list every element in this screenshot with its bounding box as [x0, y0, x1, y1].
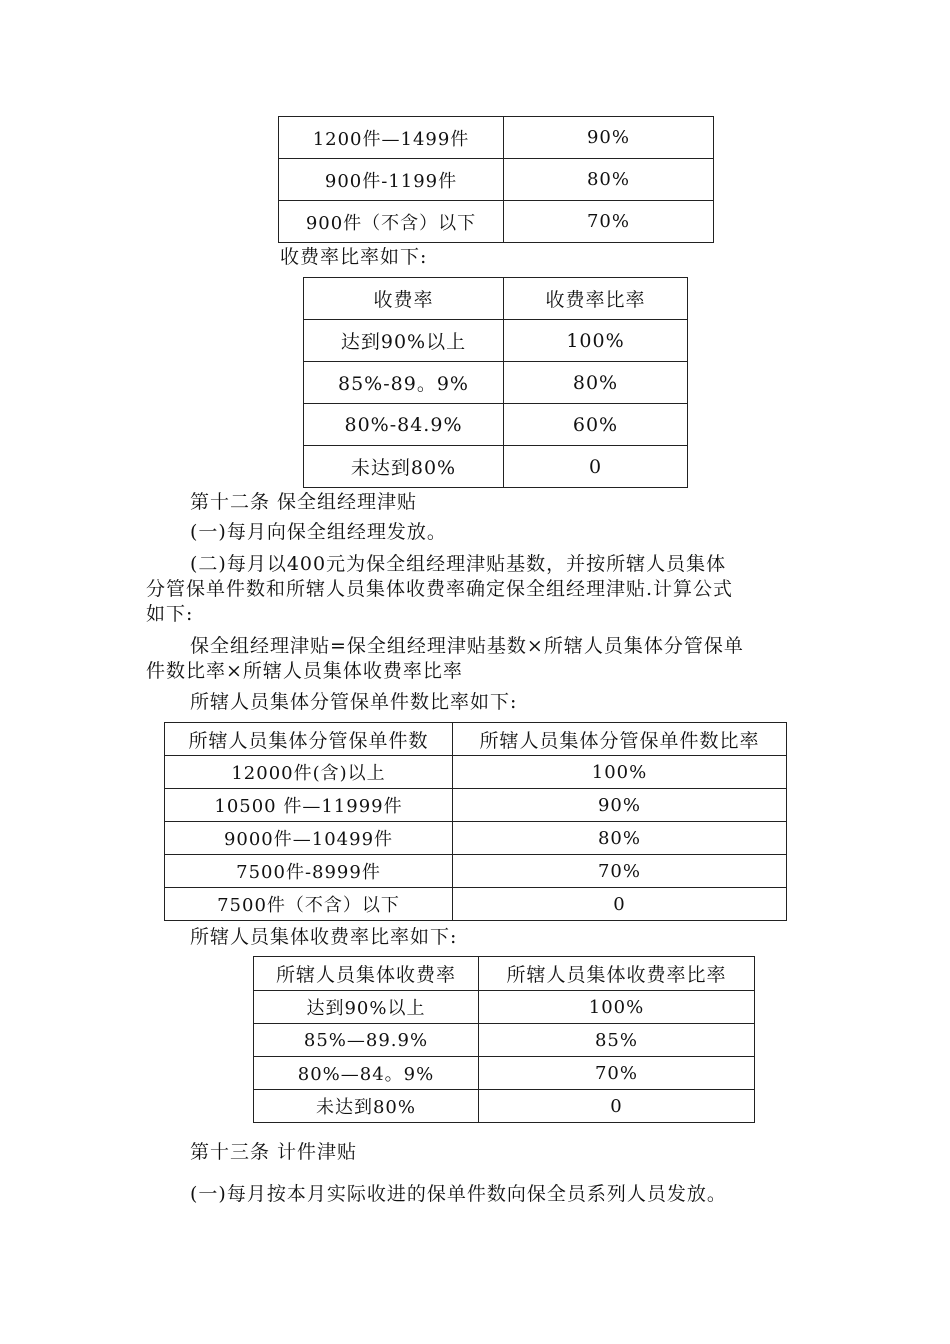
table-top [278, 116, 714, 243]
table-cell: 10500 件—11999件 [165, 789, 453, 822]
table-cell: 85%-89。9% [304, 362, 504, 404]
table-header-cell: 收费率 [304, 278, 504, 320]
article-12-item1: (一)每月向保全组经理发放。 [190, 521, 447, 543]
table-cell: 85%—89.9% [254, 1024, 479, 1057]
table-cell: 80%-84.9% [304, 404, 504, 446]
article-12-item2-line1: (二)每月以400元为保全组经理津贴基数，并按所辖人员集体 [190, 553, 727, 575]
table-cell: 达到90%以上 [304, 320, 504, 362]
table-row [279, 159, 714, 201]
table-row [165, 789, 787, 822]
table-fee-rate [303, 277, 688, 488]
table-cell: 100% [479, 991, 755, 1024]
table-header-row [165, 723, 787, 756]
table-row [304, 320, 688, 362]
table-cell: 达到90%以上 [254, 991, 479, 1024]
formula-line1: 保全组经理津贴=保全组经理津贴基数×所辖人员集体分管保单 [190, 635, 744, 657]
table-cell: 60% [504, 404, 688, 446]
table-header-cell: 收费率比率 [504, 278, 688, 320]
table-cell: 未达到80% [304, 446, 504, 488]
table-cell: 80% [504, 362, 688, 404]
caption-count: 所辖人员集体分管保单件数比率如下: [190, 691, 518, 713]
table-header-row [254, 957, 755, 991]
article-12-item2-line3: 如下: [146, 603, 194, 625]
table-header-cell: 所辖人员集体收费率比率 [479, 957, 755, 991]
table-cell: 85% [479, 1024, 755, 1057]
table-cell: 90% [504, 117, 714, 159]
table-cell: 100% [504, 320, 688, 362]
table-cell: 80% [453, 822, 787, 855]
table-header-row [304, 278, 688, 320]
table-group-fee-rate [253, 956, 755, 1123]
table-row [165, 888, 787, 921]
table-cell: 900件-1199件 [279, 159, 504, 201]
table-row [279, 201, 714, 243]
table-cell: 12000件(含)以上 [165, 756, 453, 789]
caption-fee-rate: 收费率比率如下: [280, 246, 428, 268]
table-row [165, 822, 787, 855]
table-cell: 1200件—1499件 [279, 117, 504, 159]
table-cell: 80% [504, 159, 714, 201]
table-cell: 0 [453, 888, 787, 921]
table-row [254, 1057, 755, 1090]
table-cell: 70% [453, 855, 787, 888]
table-cell: 100% [453, 756, 787, 789]
table-cell: 9000件—10499件 [165, 822, 453, 855]
table-header-cell: 所辖人员集体收费率 [254, 957, 479, 991]
caption-group-fee: 所辖人员集体收费率比率如下: [190, 926, 458, 948]
table-cell: 900件（不含）以下 [279, 201, 504, 243]
article-12-title: 第十二条 保全组经理津贴 [190, 491, 418, 513]
table-cell: 7500件（不含）以下 [165, 888, 453, 921]
table-row [165, 756, 787, 789]
table-row [279, 117, 714, 159]
article-13-title: 第十三条 计件津贴 [190, 1141, 358, 1163]
table-row [254, 991, 755, 1024]
table-header-cell: 所辖人员集体分管保单件数 [165, 723, 453, 756]
table-cell: 未达到80% [254, 1090, 479, 1123]
table-cell: 7500件-8999件 [165, 855, 453, 888]
table-row [304, 404, 688, 446]
table-cell: 90% [453, 789, 787, 822]
article-12-item2-line2: 分管保单件数和所辖人员集体收费率确定保全组经理津贴.计算公式 [146, 578, 734, 600]
table-cell: 0 [504, 446, 688, 488]
table-row [165, 855, 787, 888]
formula-line2: 件数比率×所辖人员集体收费率比率 [146, 660, 463, 682]
table-cell: 70% [479, 1057, 755, 1090]
table-row [304, 446, 688, 488]
article-13-item1: (一)每月按本月实际收进的保单件数向保全员系列人员发放。 [190, 1183, 727, 1205]
table-cell: 0 [479, 1090, 755, 1123]
table-policy-count [164, 722, 787, 921]
table-cell: 80%—84。9% [254, 1057, 479, 1090]
table-row [304, 362, 688, 404]
table-cell: 70% [504, 201, 714, 243]
table-row [254, 1090, 755, 1123]
table-header-cell: 所辖人员集体分管保单件数比率 [453, 723, 787, 756]
table-row [254, 1024, 755, 1057]
